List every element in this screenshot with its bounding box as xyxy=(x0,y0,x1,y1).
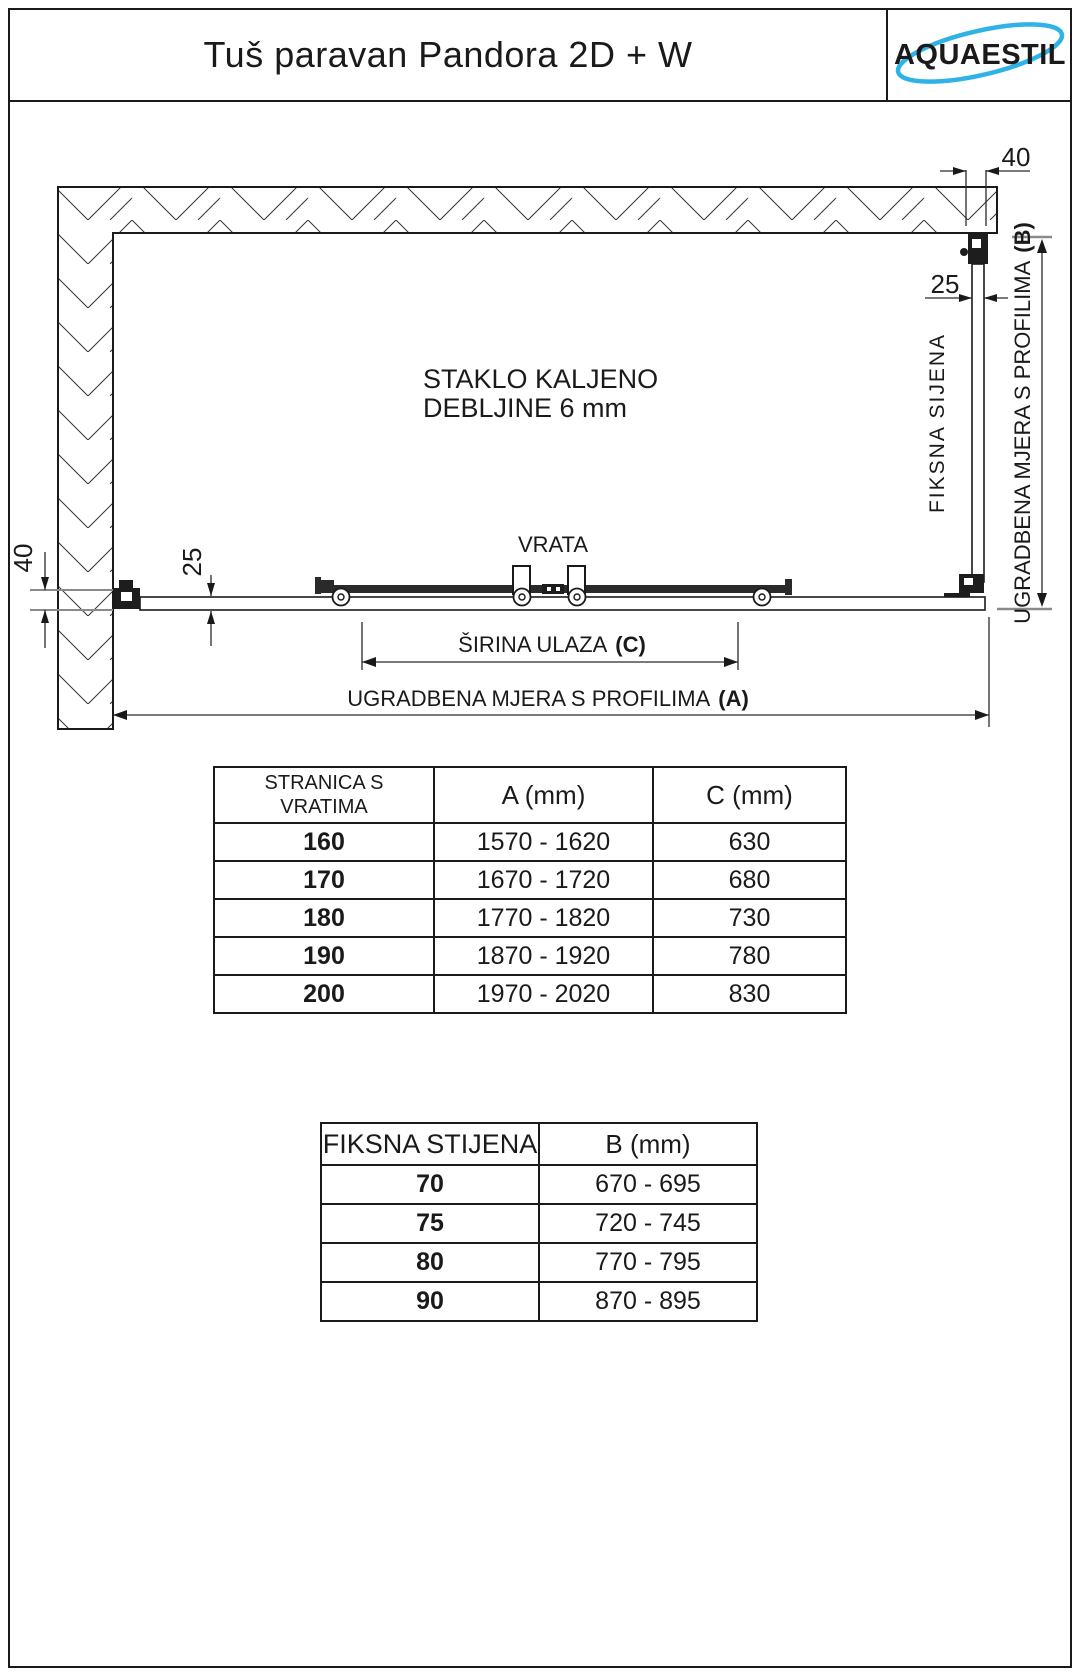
cell-size: 75 xyxy=(321,1204,539,1243)
cell-size: 160 xyxy=(214,823,434,861)
col-header-c: C (mm) xyxy=(653,767,846,823)
cell-c-value: 780 xyxy=(653,937,846,975)
glass-note-line1: STAKLO KALJENO xyxy=(423,364,659,394)
dim-b-ref: (B) xyxy=(1010,222,1035,253)
cell-size: 70 xyxy=(321,1165,539,1204)
dim-a-ref: (A) xyxy=(718,686,749,711)
cell-c-value: 730 xyxy=(653,899,846,937)
dim-c-label xyxy=(458,632,646,657)
cell-a-range: 1670 - 1720 xyxy=(434,861,653,899)
table-row xyxy=(214,823,846,861)
door-handle-icon xyxy=(542,584,564,594)
col-header-fiksna: FIKSNA STIJENA xyxy=(321,1123,539,1165)
fixed-wall-label: FIKSNA SIJENA xyxy=(926,332,949,514)
door-size-table xyxy=(213,766,847,1014)
table-row xyxy=(214,861,846,899)
door-roller xyxy=(333,589,350,606)
cell-b-range: 770 - 795 xyxy=(539,1243,757,1282)
col-header-stranica-line1: STRANICA S xyxy=(264,772,384,794)
logo-text: AQUAESTIL xyxy=(893,39,1067,71)
col-header-stranica xyxy=(214,767,434,823)
table-row xyxy=(321,1165,757,1204)
dim-40-top-label: 40 xyxy=(1001,142,1031,172)
cell-size: 90 xyxy=(321,1282,539,1321)
table-row xyxy=(214,937,846,975)
cell-size: 170 xyxy=(214,861,434,899)
door-label: VRATA xyxy=(517,532,589,557)
dim-c-text: ŠIRINA ULAZA xyxy=(458,632,608,657)
cell-b-range: 870 - 895 xyxy=(539,1282,757,1321)
col-header-a: A (mm) xyxy=(434,767,653,823)
cell-b-range: 670 - 695 xyxy=(539,1165,757,1204)
cell-c-value: 630 xyxy=(653,823,846,861)
table-row xyxy=(321,1282,757,1321)
table-row xyxy=(321,1204,757,1243)
cell-a-range: 1970 - 2020 xyxy=(434,975,653,1013)
cell-c-value: 680 xyxy=(653,861,846,899)
technical-drawing xyxy=(0,0,1080,760)
cell-size: 80 xyxy=(321,1243,539,1282)
dim-a-label xyxy=(347,686,749,711)
col-header-stranica-line2: VRATIMA xyxy=(280,796,368,818)
table-row xyxy=(214,975,846,1013)
dim-b-label xyxy=(1010,222,1035,624)
table-row xyxy=(321,1243,757,1282)
door-roller xyxy=(754,589,771,606)
page-title: Tuš paravan Pandora 2D + W xyxy=(203,34,693,75)
fixed-wall-table xyxy=(320,1122,758,1322)
door-roller xyxy=(514,589,531,606)
cell-a-range: 1770 - 1820 xyxy=(434,899,653,937)
dim-b-text: UGRADBENA MJERA S PROFILIMA xyxy=(1010,260,1035,624)
dim-25-bottom-label: 25 xyxy=(177,547,207,577)
glass-note-line2: DEBLJINE 6 mm xyxy=(423,393,628,423)
table-row xyxy=(214,899,846,937)
dim-c-ref: (C) xyxy=(615,632,646,657)
col-header-b: B (mm) xyxy=(539,1123,757,1165)
door-roller xyxy=(569,589,586,606)
cell-a-range: 1570 - 1620 xyxy=(434,823,653,861)
cell-b-range: 720 - 745 xyxy=(539,1204,757,1243)
cell-size: 180 xyxy=(214,899,434,937)
dim-a-text: UGRADBENA MJERA S PROFILIMA xyxy=(347,686,711,711)
cell-size: 190 xyxy=(214,937,434,975)
cell-c-value: 830 xyxy=(653,975,846,1013)
cell-a-range: 1870 - 1920 xyxy=(434,937,653,975)
cell-size: 200 xyxy=(214,975,434,1013)
dim-25-right-label: 25 xyxy=(930,269,960,299)
dim-40-left-label: 40 xyxy=(8,543,38,573)
